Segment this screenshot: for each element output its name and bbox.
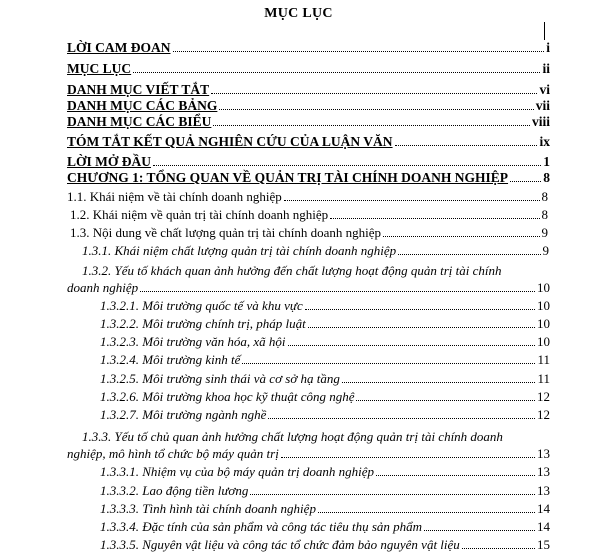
- leader-dots: [213, 125, 530, 126]
- toc-entry-page: 8: [541, 189, 548, 204]
- leader-dots: [250, 494, 535, 495]
- toc-entry-1-2[interactable]: [70, 206, 548, 223]
- leader-dots: [308, 327, 535, 328]
- toc-entry-text: 1.3.2.1. Môi trường quốc tế và khu vực: [100, 298, 303, 313]
- toc-entry-text: DANH MỤC VIẾT TẮT: [67, 82, 210, 97]
- leader-dots: [219, 109, 533, 110]
- toc-entry-text: nghiệp, mô hình tổ chức bộ máy quản trị: [67, 446, 279, 461]
- toc-entry-page: 8: [543, 170, 550, 185]
- toc-entry-page: 10: [537, 316, 550, 331]
- toc-entry-1-3-3[interactable]: [67, 445, 550, 462]
- leader-dots: [424, 530, 535, 531]
- toc-entry-danh-muc-cac-bang[interactable]: [67, 97, 550, 114]
- toc-entry-text: MỤC LỤC: [67, 61, 132, 76]
- toc-entry-text: 1.3.3.1. Nhiệm vụ của bộ máy quản trị doanh nghiệp: [100, 464, 375, 479]
- leader-dots: [376, 475, 535, 476]
- toc-entry-page: 11: [537, 371, 550, 386]
- toc-entry-page: 13: [537, 446, 550, 461]
- leader-dots: [395, 145, 538, 146]
- leader-dots: [356, 400, 535, 401]
- leader-dots: [281, 457, 535, 458]
- toc-entry-1-3-3-5[interactable]: [100, 536, 550, 553]
- toc-entry-text: 1.1. Khái niệm về tài chính doanh nghiệp: [67, 189, 282, 204]
- page-title: MỤC LỤC: [264, 6, 333, 21]
- toc-entry-1-3-3-4[interactable]: [100, 518, 550, 535]
- toc-entry-loi-mo-dau[interactable]: [67, 153, 550, 170]
- leader-dots: [318, 512, 535, 513]
- leader-dots: [173, 51, 545, 52]
- toc-entry-page: 11: [537, 352, 550, 367]
- toc-entry-text: 1.3.2.5. Môi trường sinh thái và cơ sở hạ tầng: [100, 371, 340, 386]
- toc-entry-1-3-1[interactable]: [82, 242, 549, 259]
- toc-entry-tom-tat[interactable]: [67, 133, 550, 150]
- toc-entry-text: 1.3.3.5. Nguyên vật liệu và công tác tổ chức đảm bảo nguyên vật liệu: [100, 537, 460, 552]
- toc-entry-text: 1.3.3.2. Lao động tiền lương: [100, 483, 249, 498]
- toc-entry-1-3-2-6[interactable]: [100, 388, 550, 405]
- toc-entry-danh-muc-viet-tat[interactable]: [67, 81, 550, 98]
- leader-dots: [288, 345, 535, 346]
- toc-entry-1-3-2-line1: 1.3.2. Yếu tố khách quan ảnh hưởng đến chất lượng hoạt động quản trị tài chính: [82, 263, 502, 278]
- leader-dots: [268, 418, 535, 419]
- leader-dots: [242, 363, 535, 364]
- toc-entry-1-3-2-4[interactable]: [100, 351, 550, 368]
- toc-entry-1-3-3-2[interactable]: [100, 482, 550, 499]
- leader-dots: [462, 548, 535, 549]
- leader-dots: [305, 309, 535, 310]
- toc-entry-chuong-1[interactable]: [67, 169, 550, 186]
- toc-entry-page: 9: [541, 225, 548, 240]
- toc-entry-page: ix: [539, 134, 550, 149]
- toc-entry-text: 1.3. Nội dung về chất lượng quản trị tài chính doanh nghiệp: [70, 225, 382, 240]
- toc-entry-text: 1.3.2.2. Môi trường chính trị, pháp luật: [100, 316, 306, 331]
- toc-entry-text: 1.2. Khái niệm về quản trị tài chính doanh nghiệp: [70, 207, 329, 222]
- leader-dots: [133, 72, 540, 73]
- toc-entry-text: DANH MỤC CÁC BẢNG: [67, 98, 218, 113]
- toc-entry-page: 10: [537, 334, 550, 349]
- toc-entry-page: 1: [543, 154, 550, 169]
- toc-entry-page: 8: [541, 207, 548, 222]
- toc-entry-1-3-2[interactable]: [67, 279, 550, 296]
- toc-entry-muc-luc[interactable]: [67, 60, 550, 77]
- toc-entry-page: 10: [537, 298, 550, 313]
- toc-entry-text: 1.3.2.3. Môi trường văn hóa, xã hội: [100, 334, 286, 349]
- toc-entry-text: 1.3.2.7. Môi trường ngành nghề: [100, 407, 267, 422]
- toc-entry-page: viii: [531, 114, 550, 129]
- leader-dots: [211, 93, 537, 94]
- toc-entry-text: LỜI MỞ ĐẦU: [67, 154, 151, 169]
- toc-entry-text: DANH MỤC CÁC BIỂU: [67, 114, 212, 129]
- leader-dots: [153, 165, 541, 166]
- toc-entry-text: LỜI CAM ĐOAN: [67, 40, 171, 55]
- text-cursor: [544, 22, 545, 40]
- toc-entry-page: 9: [542, 243, 549, 258]
- toc-entry-1-3-2-5[interactable]: [100, 370, 550, 387]
- toc-entry-1-1[interactable]: [67, 188, 548, 205]
- toc-entry-page: 14: [537, 519, 550, 534]
- toc-entry-loi-cam-doan[interactable]: [67, 39, 550, 56]
- leader-dots: [330, 218, 539, 219]
- leader-dots: [342, 382, 536, 383]
- leader-dots: [510, 181, 541, 182]
- toc-entry-page: 15: [537, 537, 550, 552]
- leader-dots: [284, 200, 540, 201]
- toc-entry-text: TÓM TẮT KẾT QUẢ NGHIÊN CỨU CỦA LUẬN VĂN: [67, 134, 393, 149]
- toc-entry-text: 1.3.3.3. Tình hình tài chính doanh nghiệp: [100, 501, 316, 516]
- toc-entry-1-3-2-1[interactable]: [100, 297, 550, 314]
- toc-entry-text: 1.3.2.4. Môi trường kinh tế: [100, 352, 241, 367]
- toc-entry-page: vi: [539, 82, 550, 97]
- toc-entry-1-3-3-1[interactable]: [100, 463, 550, 480]
- toc-entry-page: 12: [537, 389, 550, 404]
- toc-entry-1-3[interactable]: [70, 224, 548, 241]
- toc-entry-page: 14: [537, 501, 550, 516]
- toc-entry-page: vii: [535, 98, 550, 113]
- toc-entry-1-3-2-7[interactable]: [100, 406, 550, 423]
- toc-entry-page: 13: [537, 464, 550, 479]
- toc-entry-page: 13: [537, 483, 550, 498]
- toc-entry-page: i: [546, 40, 550, 55]
- toc-entry-page: ii: [542, 61, 550, 76]
- toc-entry-text: 1.3.3.4. Đặc tính của sản phẩm và công tác tiêu thụ sản phẩm: [100, 519, 423, 534]
- toc-entry-1-3-3-line1: 1.3.3. Yếu tố chủ quan ảnh hưởng chất lượng hoạt động quản trị tài chính doanh: [82, 429, 503, 444]
- leader-dots: [383, 236, 539, 237]
- toc-entry-1-3-2-3[interactable]: [100, 333, 550, 350]
- toc-entry-text: 1.3.2.6. Môi trường khoa học kỹ thuật công nghệ: [100, 389, 355, 404]
- toc-entry-page: 12: [537, 407, 550, 422]
- toc-entry-text: 1.3.1. Khái niệm chất lượng quản trị tài chính doanh nghiệp: [82, 243, 397, 258]
- toc-entry-1-3-2-2[interactable]: [100, 315, 550, 332]
- leader-dots: [140, 291, 535, 292]
- toc-entry-1-3-3-3[interactable]: [100, 500, 550, 517]
- toc-entry-page: 10: [537, 280, 550, 295]
- toc-entry-text: doanh nghiệp: [67, 280, 139, 295]
- leader-dots: [398, 254, 540, 255]
- toc-entry-text: CHƯƠNG 1: TỔNG QUAN VỀ QUẢN TRỊ TÀI CHÍNH DOANH NGHIỆP: [67, 170, 509, 185]
- toc-entry-danh-muc-cac-bieu[interactable]: [67, 113, 550, 130]
